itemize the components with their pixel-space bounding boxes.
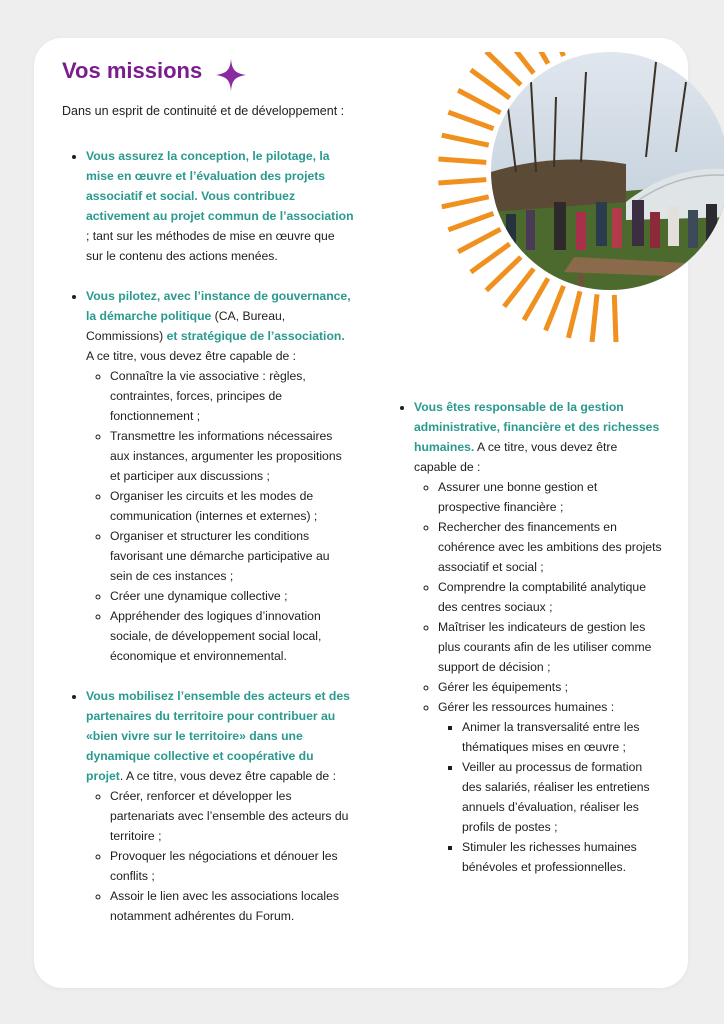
sunburst-decoration — [436, 52, 724, 342]
sparkle-icon — [215, 58, 247, 92]
sunburst-ray — [486, 257, 521, 290]
sunburst-ray — [614, 295, 616, 342]
list-item: ◦ Maîtriser les indicateurs de gestion les plus courants afin de les utiliser comme support de décision ; — [438, 617, 662, 677]
sunburst-ray — [546, 52, 564, 56]
mission-management: • Vous êtes responsable de la gestion administrative, financière et des richesses humaines. A ce titre, vous devez être capable de : ◦ Assurer une bonne gestion et prospective financière ; ◦ Rechercher des financements en cohérence avec les ambitions des projets associatif et social ; ◦ Comprendre la comptabilité analytique des centres sociaux ; ◦ Maîtriser les indicateurs de gestion les plus courants afin de les utiliser comme support de décision ; ◦ Gérer les équipements ; ◦ Gérer les ressources humaines : ▪ Animer la transversalité entre les thématiques mises en œuvre ; ▪ Veiller au processus de formation des salariés, réaliser les entretiens annuels d’évaluation, réaliser les profils de postes ; ▪ Stimuler les richesses humaines bénévoles et professionnelles. — [414, 397, 662, 877]
list-item: ◦ Organiser et structurer les conditions favorisant une démarche participative au sein de ces instances ; — [110, 526, 354, 586]
sunburst-ray — [486, 52, 521, 85]
sunburst-ray — [438, 159, 486, 162]
sunburst-ray — [524, 278, 548, 320]
intro-text: Dans un esprit de continuité et de développement : — [62, 104, 345, 118]
sunburst-ray — [442, 197, 489, 207]
list-item: ◦ Assoir le lien avec les associations locales notamment adhérentes du Forum. — [110, 886, 354, 926]
list-item: ◦ Gérer les équipements ; — [438, 677, 662, 697]
photo-group — [436, 52, 724, 342]
right-column — [390, 397, 662, 877]
sunburst-ray — [448, 112, 493, 128]
sunburst-ray — [442, 135, 489, 145]
page-title: Vos missions — [62, 58, 203, 83]
list-item: ◦ Provoquer les négociations et dénouer les conflits ; — [110, 846, 354, 886]
list-item: ◦ Connaître la vie associative : règles, contraintes, forces, principes de fonctionnement ; — [110, 366, 354, 426]
list-item: ◦ Comprendre la comptabilité analytique des centres sociaux ; — [438, 577, 662, 617]
group-photo — [486, 52, 724, 304]
mission-conception: • Vous assurez la conception, le pilotage, la mise en œuvre et l’évaluation des projets associatif et social. Vous contribuez activement au projet commun de l’association ; tant sur les méthodes de mise en œuvre que sur le contenu des actions menées. — [86, 146, 354, 266]
sunburst-ray — [458, 90, 500, 113]
mission-governance: • Vous pilotez, avec l’instance de gouvernance, la démarche politique (CA, Bureau, Commissions) et stratégique de l’association. A ce titre, vous devez être capable de : ◦ Connaître la vie associative : règles, contraintes, forces, principes de fonctionnement ; ◦ Transmettre les informations nécessaires aux instances, argumenter les propositions et participer aux discussions ; ◦ Organiser les circuits et les modes de communication (internes et externes) ; ◦ Organiser et structurer les conditions favorisant une démarche participative au sein de ces instances ; ◦ Créer une dynamique collective ; ◦ Appréhender des logiques d’innovation sociale, de développement social local, économique et environnemental. — [86, 286, 354, 666]
sunburst-ray — [504, 269, 534, 307]
list-item: ◦ Transmettre les informations nécessaires aux instances, argumenter les propositions et participer aux discussions ; — [110, 426, 354, 486]
list-item: ◦ Appréhender des logiques d’innovation sociale, de développement social local, économique et environnemental. — [110, 606, 354, 666]
list-item: ◦ Créer une dynamique collective ; — [110, 586, 354, 606]
sunburst-ray — [546, 286, 564, 331]
list-item: ▪ Veiller au processus de formation des salariés, réaliser les entretiens annuels d’évaluation, réaliser les profils de postes ; — [462, 757, 662, 837]
sunburst-ray — [448, 213, 493, 229]
list-item: ◦ Organiser les circuits et les modes de communication (internes et externes) ; — [110, 486, 354, 526]
sunburst-ray — [471, 70, 510, 98]
sunburst-ray — [471, 244, 510, 272]
sunburst-ray — [568, 291, 580, 338]
list-item: ◦ Rechercher des financements en cohérence avec les ambitions des projets associatif et social ; — [438, 517, 662, 577]
mission-partners: • Vous mobilisez l’ensemble des acteurs et des partenaires du territoire pour contribuer au «bien vivre sur le territoire» dans une dynamique collective et coopérative du projet. A ce titre, vous devez être capable de : ◦ Créer, renforcer et développer les partenariats avec l’ensemble des acteurs du territoire ; ◦ Provoquer les négociations et dénouer les conflits ; ◦ Assoir le lien avec les associations locales notamment adhérentes du Forum. — [86, 686, 354, 926]
list-item-rh: ◦ Gérer les ressources humaines : ▪ Animer la transversalité entre les thématiques mises en œuvre ; ▪ Veiller au processus de formation des salariés, réaliser les entretiens annuels d’évaluation, réaliser les profils de postes ; ▪ Stimuler les richesses humaines bénévoles et professionnelles. — [438, 697, 662, 877]
sunburst-ray — [592, 294, 597, 342]
list-item: ▪ Stimuler les richesses humaines bénévoles et professionnelles. — [462, 837, 662, 877]
left-column — [62, 146, 354, 946]
sunburst-ray — [458, 229, 500, 252]
sunburst-ray — [438, 180, 486, 183]
list-item: ◦ Créer, renforcer et développer les partenariats avec l’ensemble des acteurs du territoire ; — [110, 786, 354, 846]
list-item: ◦ Assurer une bonne gestion et prospective financière ; — [438, 477, 662, 517]
list-item: ▪ Animer la transversalité entre les thématiques mises en œuvre ; — [462, 717, 662, 757]
